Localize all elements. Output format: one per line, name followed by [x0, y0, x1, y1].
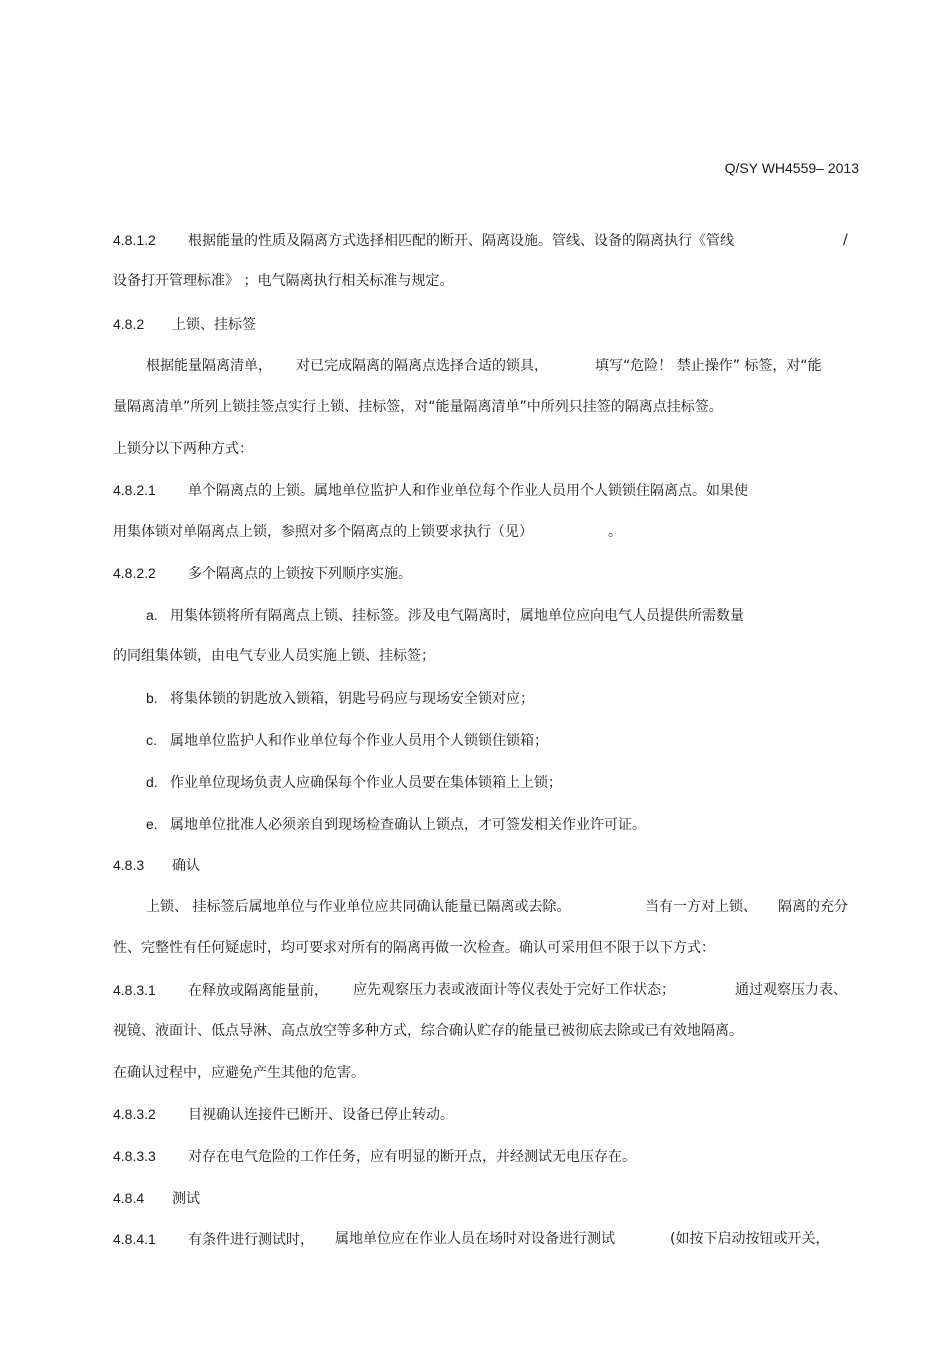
- list-letter: a.: [146, 607, 158, 623]
- list-text: 将集体锁的钥匙放入锁箱，钥匙号码应与现场安全锁对应；: [170, 691, 534, 707]
- paragraph-line: 用集体锁对单隔离点上锁，参照对多个隔离点的上锁要求执行（见）: [113, 524, 533, 540]
- paragraph-text: 单个隔离点的上锁。属地单位监护人和作业单位每个作业人员用个人锁锁住隔离点。如果使: [188, 483, 748, 499]
- paragraph-text: 。: [608, 524, 622, 540]
- list-text: 用集体锁将所有隔离点上锁、挂标签。涉及电气隔离时，属地单位应向电气人员提供所需数量: [170, 608, 744, 624]
- paragraph-4-8-3-3: [113, 1147, 636, 1166]
- section-title: 测试: [172, 1191, 200, 1207]
- section-number: 4.8.1.2: [113, 232, 156, 248]
- paragraph-4-8-4-1: [113, 1230, 314, 1249]
- section-number: 4.8.4: [113, 1190, 145, 1206]
- section-number: 4.8.3.1: [113, 982, 156, 998]
- paragraph-text: (如按下启动按钮或开关，: [670, 1231, 830, 1247]
- slash-mark: /: [843, 232, 848, 248]
- list-item-a: [146, 606, 744, 625]
- list-text: 属地单位批准人必须亲自到现场检查确认上锁点，才可签发相关作业许可证。: [170, 817, 646, 833]
- section-number: 4.8.2: [113, 316, 145, 332]
- list-item-c: [146, 731, 548, 750]
- paragraph-line: 性、完整性有任何疑虑时，均可要求对所有的隔离再做一次检查。确认可采用但不限于以下方式：: [113, 940, 715, 956]
- list-letter: c.: [146, 732, 157, 748]
- section-number: 4.8.3: [113, 857, 145, 873]
- list-item-d: [146, 773, 562, 792]
- paragraph-text: 上锁、 挂标签后属地单位与作业单位应共同确认能量已隔离或去除。: [146, 899, 571, 915]
- list-text: 属地单位监护人和作业单位每个作业人员用个人锁锁住锁箱；: [170, 733, 548, 749]
- list-text: 作业单位现场负责人应确保每个作业人员要在集体锁箱上上锁；: [170, 775, 562, 791]
- paragraph-4-8-1-2: [113, 231, 734, 250]
- section-heading-4-8-4: [113, 1189, 200, 1208]
- section-number: 4.8.2.2: [113, 565, 156, 581]
- section-number: 4.8.4.1: [113, 1231, 156, 1247]
- list-item-e: [146, 815, 646, 834]
- list-letter: b.: [146, 690, 158, 706]
- section-number: 4.8.3.3: [113, 1148, 156, 1164]
- paragraph-text: 属地单位应在作业人员在场时对设备进行测试: [335, 1231, 615, 1247]
- paragraph-text: 多个隔离点的上锁按下列顺序实施。: [188, 566, 412, 582]
- paragraph-4-8-2-1: [113, 481, 748, 500]
- paragraph-text: 在释放或隔离能量前，: [188, 983, 328, 999]
- paragraph-text: 对存在电气危险的工作任务，应有明显的断开点，并经测试无电压存在。: [188, 1149, 636, 1165]
- paragraph-text: 应先观察压力表或液面计等仪表处于完好工作状态；: [353, 982, 675, 998]
- list-item-a-continued: 的同组集体锁，由电气专业人员实施上锁、挂标签；: [113, 648, 435, 664]
- paragraph-text: 填写“危险！ 禁止操作” 标签，对“能: [595, 358, 822, 374]
- paragraph-4-8-3-1: [113, 981, 328, 1000]
- paragraph-line: 设备打开管理标准》 ；电气隔离执行相关标准与规定。: [113, 273, 454, 289]
- section-heading-4-8-2: [113, 315, 256, 334]
- paragraph-text: 对已完成隔离的隔离点选择合适的锁具，: [296, 358, 548, 374]
- document-code: Q/SY WH4559– 2013: [724, 160, 859, 176]
- list-letter: d.: [146, 774, 158, 790]
- paragraph-text: 根据能量隔离清单，: [146, 358, 272, 374]
- section-heading-4-8-3: [113, 856, 200, 875]
- paragraph-text: 通过观察压力表、: [735, 982, 847, 998]
- paragraph-text: 上锁分以下两种方式：: [113, 441, 253, 457]
- paragraph-text: 目视确认连接件已断开、设备已停止转动。: [188, 1107, 454, 1123]
- paragraph-4-8-2-2: [113, 564, 412, 583]
- list-letter: e.: [146, 816, 158, 832]
- paragraph-text: 有条件进行测试时，: [188, 1232, 314, 1248]
- paragraph-text: 当有一方对上锁、: [645, 899, 757, 915]
- paragraph-4-8-3-2: [113, 1105, 454, 1124]
- paragraph-line: 视镜、液面计、低点导淋、高点放空等多种方式，综合确认贮存的能量已被彻底去除或已有效地隔离。: [113, 1023, 743, 1039]
- paragraph-line: 量隔离清单”所列上锁挂签点实行上锁、挂标签，对“能量隔离清单”中所列只挂签的隔离点挂标签。: [113, 399, 723, 415]
- paragraph-text: 根据能量的性质及隔离方式选择相匹配的断开、隔离设施。管线、设备的隔离执行《管线: [188, 233, 734, 249]
- paragraph-text: 隔离的充分: [778, 899, 848, 915]
- section-number: 4.8.3.2: [113, 1106, 156, 1122]
- paragraph-line: 在确认过程中，应避免产生其他的危害。: [113, 1065, 365, 1081]
- list-item-b: [146, 689, 534, 708]
- section-title: 上锁、挂标签: [172, 317, 256, 333]
- section-title: 确认: [172, 858, 200, 874]
- section-number: 4.8.2.1: [113, 482, 156, 498]
